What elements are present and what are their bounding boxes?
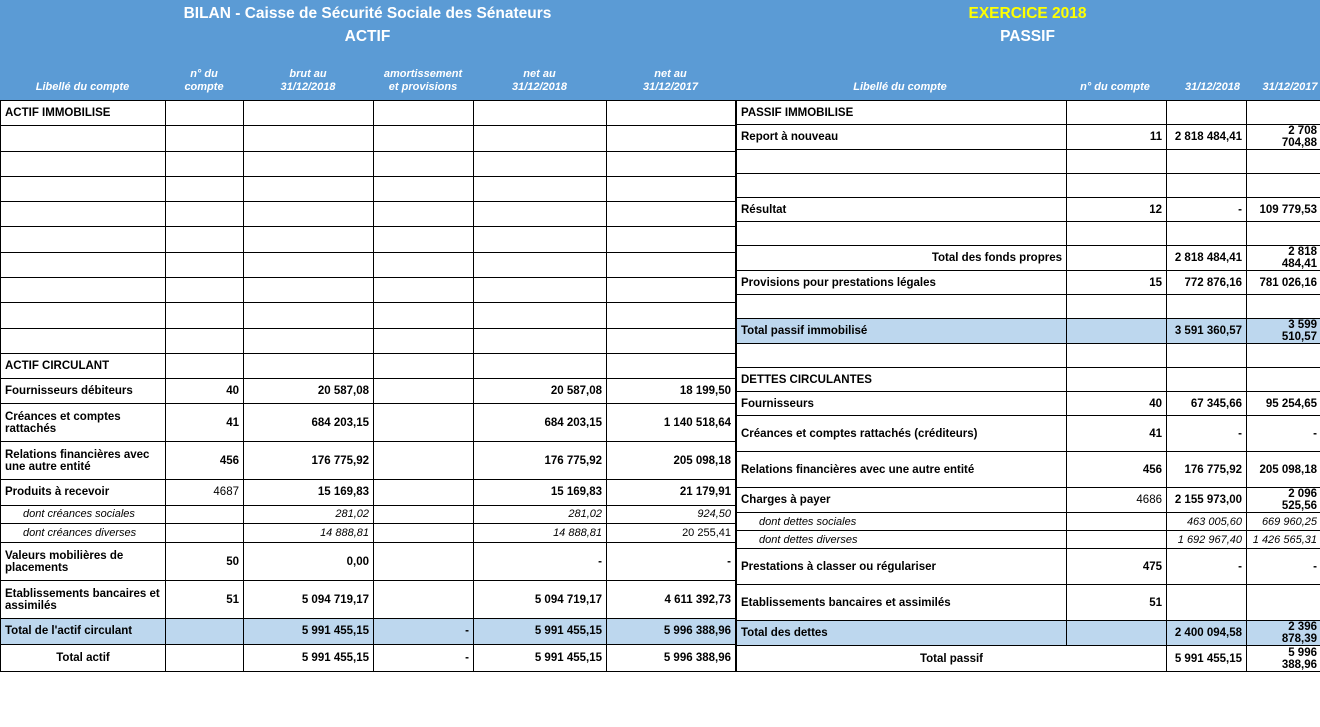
cell: [474, 303, 607, 328]
cell: [474, 353, 607, 378]
cell: [607, 151, 736, 176]
table-row: [1, 227, 736, 252]
cell: [374, 126, 474, 151]
row-label: Etablissements bancaires et assimilés: [1, 581, 166, 619]
row-net2018: 281,02: [474, 505, 607, 524]
row-compte: [1067, 319, 1167, 344]
table-row-total-passif: [737, 646, 1320, 672]
row-label: Relations financières avec une autre entité: [1, 442, 166, 480]
row-amort: [374, 543, 474, 581]
cell: [1167, 150, 1247, 174]
cell: [1, 126, 166, 151]
cell: [1, 227, 166, 252]
row-net2017: 4 611 392,73: [607, 581, 736, 619]
row-brut: 0,00: [244, 543, 374, 581]
table-row: [1, 404, 736, 442]
table-row: [737, 416, 1320, 452]
row-compte: [166, 644, 244, 671]
row-2018: -: [1167, 198, 1247, 222]
cell: [1, 277, 166, 302]
row-net2018: 5 991 455,15: [474, 619, 607, 644]
cell: [607, 202, 736, 227]
cell: [166, 303, 244, 328]
row-label: Résultat: [737, 198, 1067, 222]
cell: [166, 252, 244, 277]
cell: [474, 252, 607, 277]
actif-col-net2018: net au 31/12/2018: [511, 68, 568, 93]
cell: [474, 277, 607, 302]
cell: [1, 303, 166, 328]
table-row: [1, 353, 736, 378]
table-row: [737, 513, 1320, 531]
row-label: Total actif: [1, 644, 166, 671]
cell: [374, 101, 474, 126]
row-label: Charges à payer: [737, 488, 1067, 513]
row-compte: [1067, 621, 1167, 646]
cell: [1, 176, 166, 201]
row-net2018: 14 888,81: [474, 524, 607, 543]
row-compte: 475: [1067, 549, 1167, 585]
actif-table: [0, 100, 736, 672]
row-label: dont créances diverses: [1, 524, 166, 543]
row-brut: 5 991 455,15: [244, 619, 374, 644]
cell: [166, 101, 244, 126]
actif-col-libelle: Libellé du compte: [35, 81, 130, 93]
row-label: Provisions pour prestations légales: [737, 271, 1067, 295]
row-brut: 281,02: [244, 505, 374, 524]
row-brut: 5 991 455,15: [244, 644, 374, 671]
cell: [374, 303, 474, 328]
table-row-total-actif-circulant: [1, 619, 736, 644]
row-2018: 772 876,16: [1167, 271, 1247, 295]
table-row: [737, 271, 1320, 295]
row-compte: 41: [166, 404, 244, 442]
cell: [1067, 222, 1167, 246]
table-row: [1, 303, 736, 328]
cell: [1, 252, 166, 277]
table-row: [737, 344, 1320, 368]
cell: [1167, 101, 1247, 125]
header-actif-side: [0, 0, 735, 100]
row-amort: [374, 505, 474, 524]
row-label: dont créances sociales: [1, 505, 166, 524]
table-row: [737, 531, 1320, 549]
table-row: [1, 581, 736, 619]
cell: [374, 328, 474, 353]
row-net2017: 924,50: [607, 505, 736, 524]
cell: [474, 202, 607, 227]
row-compte: 51: [166, 581, 244, 619]
cell: [244, 303, 374, 328]
table-row: [1, 151, 736, 176]
passif-col-compte: n° du compte: [1080, 81, 1150, 93]
table-row: [1, 480, 736, 505]
row-2018: 176 775,92: [1167, 452, 1247, 488]
table-row: [737, 198, 1320, 222]
cell: [474, 227, 607, 252]
row-net2017: 20 255,41: [607, 524, 736, 543]
cell: [607, 303, 736, 328]
table-row: [1, 101, 736, 126]
row-label: Total passif immobilisé: [737, 319, 1067, 344]
row-net2018: 684 203,15: [474, 404, 607, 442]
cell: [1067, 150, 1167, 174]
row-compte: 456: [1067, 452, 1167, 488]
actif-col-net2017: net au 31/12/2017: [642, 68, 699, 93]
cell: [166, 328, 244, 353]
row-compte: 456: [166, 442, 244, 480]
actif-col-brut: brut au 31/12/2018: [280, 68, 336, 93]
row-amort: [374, 379, 474, 404]
row-2017: 2 396 878,39: [1247, 621, 1320, 646]
cell: [1247, 222, 1320, 246]
cell: [737, 174, 1067, 198]
actif-col-compte: n° du compte: [184, 68, 224, 93]
cell: [166, 126, 244, 151]
row-2018: 2 818 484,41: [1167, 246, 1247, 271]
cell: [737, 344, 1067, 368]
row-2018: 1 692 967,40: [1167, 531, 1247, 549]
row-2018: 2 818 484,41: [1167, 125, 1247, 150]
row-label: Total passif: [737, 646, 1167, 672]
cell: [1067, 174, 1167, 198]
row-amort: [374, 581, 474, 619]
row-compte: 4687: [166, 480, 244, 505]
row-label: dont dettes sociales: [737, 513, 1067, 531]
row-2018: -: [1167, 416, 1247, 452]
row-brut: 176 775,92: [244, 442, 374, 480]
cell: [474, 151, 607, 176]
cell: [607, 227, 736, 252]
cell: [474, 176, 607, 201]
row-2017: 2 708 704,88: [1247, 125, 1320, 150]
table-row: [737, 368, 1320, 392]
cell: [1067, 368, 1167, 392]
cell: [1247, 344, 1320, 368]
cell: [166, 353, 244, 378]
table-row: [1, 505, 736, 524]
passif-col-2017: 31/12/2017: [1262, 81, 1318, 93]
cell: [737, 295, 1067, 319]
cell: [1167, 368, 1247, 392]
row-label: Total de l'actif circulant: [1, 619, 166, 644]
row-net2017: 5 996 388,96: [607, 619, 736, 644]
row-brut: 5 094 719,17: [244, 581, 374, 619]
cell: [474, 328, 607, 353]
cell: [166, 151, 244, 176]
cell: [1167, 344, 1247, 368]
row-label: dont dettes diverses: [737, 531, 1067, 549]
cell: [474, 126, 607, 151]
row-2018: 3 591 360,57: [1167, 319, 1247, 344]
row-compte: 40: [166, 379, 244, 404]
row-2017: 3 599 510,57: [1247, 319, 1320, 344]
table-row: [737, 150, 1320, 174]
row-amort: [374, 404, 474, 442]
row-2017: 95 254,65: [1247, 392, 1320, 416]
cell: [1067, 101, 1167, 125]
table-row: [737, 174, 1320, 198]
cell: [244, 202, 374, 227]
actif-section-immobilise: ACTIF IMMOBILISE: [1, 101, 166, 126]
actif-col-amort: amortissement et provisions: [383, 68, 463, 93]
row-net2017: -: [607, 543, 736, 581]
row-2017: -: [1247, 416, 1320, 452]
row-2018: 463 005,60: [1167, 513, 1247, 531]
row-label: Valeurs mobilières de placements: [1, 543, 166, 581]
row-net2018: 20 587,08: [474, 379, 607, 404]
table-row: [1, 277, 736, 302]
row-label: Relations financières avec une autre entité: [737, 452, 1067, 488]
row-label: Produits à recevoir: [1, 480, 166, 505]
table-row: [737, 488, 1320, 513]
cell: [374, 176, 474, 201]
cell: [607, 252, 736, 277]
header-band: [0, 0, 1320, 100]
cell: [374, 227, 474, 252]
cell: [474, 101, 607, 126]
row-net2017: 21 179,91: [607, 480, 736, 505]
row-net2017: 205 098,18: [607, 442, 736, 480]
row-net2018: 5 991 455,15: [474, 644, 607, 671]
row-compte: 41: [1067, 416, 1167, 452]
cell: [244, 176, 374, 201]
cell: [374, 353, 474, 378]
row-brut: 20 587,08: [244, 379, 374, 404]
table-row-total-dettes: [737, 621, 1320, 646]
row-compte: 51: [1067, 585, 1167, 621]
cell: [374, 252, 474, 277]
cell: [607, 101, 736, 126]
row-2018: [1167, 585, 1247, 621]
table-row-total-fonds-propres: [737, 246, 1320, 271]
table-row: [1, 176, 736, 201]
row-2017: 205 098,18: [1247, 452, 1320, 488]
cell: [1247, 368, 1320, 392]
balance-body: [0, 100, 1320, 672]
row-2017: 669 960,25: [1247, 513, 1320, 531]
cell: [607, 277, 736, 302]
cell: [1247, 295, 1320, 319]
cell: [607, 126, 736, 151]
cell: [607, 328, 736, 353]
cell: [1, 328, 166, 353]
passif-table: [736, 100, 1320, 672]
cell: [244, 328, 374, 353]
cell: [244, 227, 374, 252]
row-label: Prestations à classer ou régulariser: [737, 549, 1067, 585]
row-compte: 40: [1067, 392, 1167, 416]
row-net2017: 18 199,50: [607, 379, 736, 404]
table-row-total-passif-immobilise: [737, 319, 1320, 344]
row-net2018: 5 094 719,17: [474, 581, 607, 619]
row-net2018: 176 775,92: [474, 442, 607, 480]
cell: [166, 176, 244, 201]
cell: [166, 202, 244, 227]
row-amort: [374, 480, 474, 505]
table-row: [1, 202, 736, 227]
cell: [166, 227, 244, 252]
actif-title: ACTIF: [344, 28, 391, 45]
row-2017: 2 096 525,56: [1247, 488, 1320, 513]
table-row-total-actif: [1, 644, 736, 671]
cell: [1247, 101, 1320, 125]
row-2017: -: [1247, 549, 1320, 585]
row-net2018: 15 169,83: [474, 480, 607, 505]
cell: [1167, 222, 1247, 246]
table-row: [1, 126, 736, 151]
cell: [737, 150, 1067, 174]
passif-col-libelle: Libellé du compte: [853, 81, 947, 93]
cell: [1, 151, 166, 176]
cell: [1067, 344, 1167, 368]
row-label: Créances et comptes rattachés (créditeurs): [737, 416, 1067, 452]
row-2018: -: [1167, 549, 1247, 585]
row-label: Etablissements bancaires et assimilés: [737, 585, 1067, 621]
row-compte: [1067, 513, 1167, 531]
row-2018: 2 400 094,58: [1167, 621, 1247, 646]
row-compte: [166, 619, 244, 644]
cell: [374, 277, 474, 302]
row-compte: [166, 505, 244, 524]
row-2017: [1247, 585, 1320, 621]
row-net2018: -: [474, 543, 607, 581]
cell: [244, 353, 374, 378]
row-label: Créances et comptes rattachés: [1, 404, 166, 442]
row-net2017: 5 996 388,96: [607, 644, 736, 671]
table-row: [1, 379, 736, 404]
cell: [737, 222, 1067, 246]
cell: [244, 277, 374, 302]
table-row: [737, 295, 1320, 319]
row-label: Fournisseurs débiteurs: [1, 379, 166, 404]
cell: [166, 277, 244, 302]
exercice-title: EXERCICE 2018: [968, 5, 1087, 22]
row-amort: -: [374, 619, 474, 644]
cell: [1, 202, 166, 227]
row-2017: 1 426 565,31: [1247, 531, 1320, 549]
row-compte: [1067, 246, 1167, 271]
table-row: [737, 101, 1320, 125]
row-brut: 684 203,15: [244, 404, 374, 442]
row-amort: [374, 524, 474, 543]
row-brut: 14 888,81: [244, 524, 374, 543]
row-compte: 50: [166, 543, 244, 581]
row-amort: -: [374, 644, 474, 671]
row-compte: 15: [1067, 271, 1167, 295]
table-row: [737, 125, 1320, 150]
table-row: [1, 442, 736, 480]
cell: [244, 252, 374, 277]
passif-col-2018: 31/12/2018: [1184, 81, 1241, 93]
table-row: [737, 392, 1320, 416]
cell: [1067, 295, 1167, 319]
table-row: [1, 524, 736, 543]
row-compte: 12: [1067, 198, 1167, 222]
cell: [607, 176, 736, 201]
passif-section-dettes: DETTES CIRCULANTES: [737, 368, 1067, 392]
cell: [244, 126, 374, 151]
row-label: Report à nouveau: [737, 125, 1067, 150]
table-row: [1, 328, 736, 353]
cell: [1247, 174, 1320, 198]
cell: [374, 202, 474, 227]
row-compte: [1067, 531, 1167, 549]
row-2017: 781 026,16: [1247, 271, 1320, 295]
row-2017: 2 818 484,41: [1247, 246, 1320, 271]
header-passif-side: [735, 0, 1320, 100]
actif-section-circulant: ACTIF CIRCULANT: [1, 353, 166, 378]
table-row: [1, 543, 736, 581]
passif-section-immobilise: PASSIF IMMOBILISE: [737, 101, 1067, 125]
cell: [244, 101, 374, 126]
row-label: Total des fonds propres: [737, 246, 1067, 271]
table-row: [737, 452, 1320, 488]
row-2017: 109 779,53: [1247, 198, 1320, 222]
row-compte: 4686: [1067, 488, 1167, 513]
cell: [374, 151, 474, 176]
row-2018: 67 345,66: [1167, 392, 1247, 416]
cell: [1247, 150, 1320, 174]
row-compte: 11: [1067, 125, 1167, 150]
table-row: [1, 252, 736, 277]
table-row: [737, 585, 1320, 621]
row-brut: 15 169,83: [244, 480, 374, 505]
table-row: [737, 549, 1320, 585]
cell: [607, 353, 736, 378]
cell: [244, 151, 374, 176]
row-label: Fournisseurs: [737, 392, 1067, 416]
table-row: [737, 222, 1320, 246]
row-label: Total des dettes: [737, 621, 1067, 646]
cell: [1167, 174, 1247, 198]
cell: [1167, 295, 1247, 319]
row-net2017: 1 140 518,64: [607, 404, 736, 442]
passif-title: PASSIF: [1000, 28, 1055, 45]
row-2018: 5 991 455,15: [1167, 646, 1247, 672]
row-amort: [374, 442, 474, 480]
row-compte: [166, 524, 244, 543]
row-2018: 2 155 973,00: [1167, 488, 1247, 513]
row-2017: 5 996 388,96: [1247, 646, 1320, 672]
document-title: BILAN - Caisse de Sécurité Sociale des Sénateurs: [183, 5, 552, 22]
